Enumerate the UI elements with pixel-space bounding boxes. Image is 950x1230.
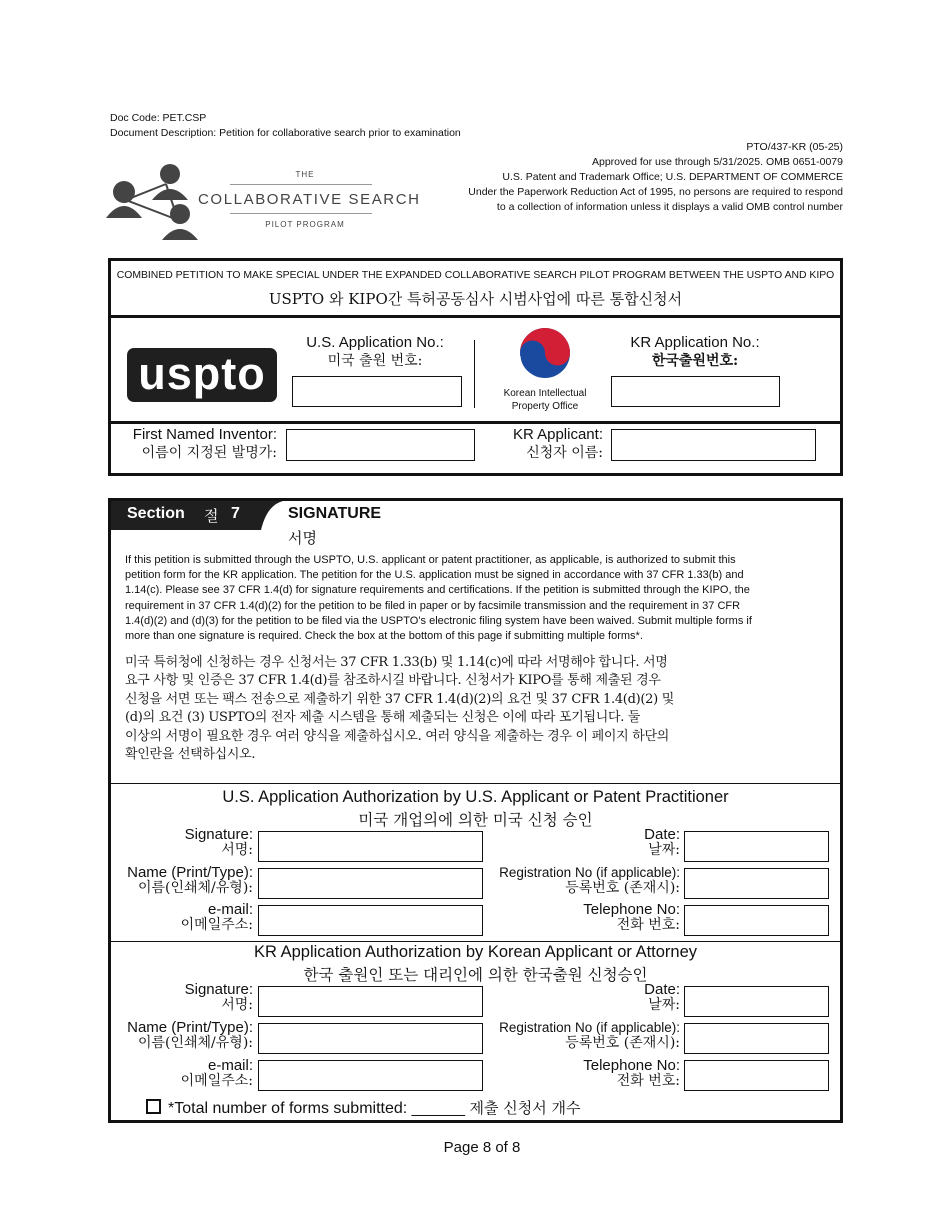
kr-signature-label: Signature: [184, 981, 253, 998]
us-signature-input[interactable] [258, 831, 483, 862]
us-date-label-ko: 날짜: [648, 842, 680, 858]
kr-applicant-input[interactable] [611, 429, 816, 461]
paperwork-line-2: to a collection of information unless it displays a valid OMB control number [496, 201, 843, 213]
first-named-inventor-input[interactable] [286, 429, 475, 461]
kr-name-input[interactable] [258, 1023, 483, 1054]
us-date-input[interactable] [684, 831, 829, 862]
kr-email-label-ko: 이메일주소: [180, 1073, 253, 1089]
total-forms-input[interactable]: ______ [411, 1100, 466, 1117]
instructions-en-line: petition form for the KR application. The petition for the U.S. application must be signed in accordance with 37 CFR 1.33(b) and [125, 569, 744, 582]
kr-application-number-input[interactable] [611, 376, 780, 407]
program-logo-name: COLLABORATIVE SEARCH [198, 191, 421, 208]
kr-email-input[interactable] [258, 1060, 483, 1091]
combined-divider-1 [108, 315, 843, 318]
section-tab-ko: 절 [204, 507, 219, 525]
total-forms-label: *Total number of forms submitted: [168, 1100, 408, 1117]
instructions-ko [125, 654, 835, 764]
kr-app-label: KR Application No.: [630, 334, 760, 351]
us-auth-title: U.S. Application Authorization by U.S. Applicant or Patent Practitioner [222, 788, 729, 806]
us-app-label-ko: 미국 출원 번호: [327, 353, 423, 369]
combined-vertical-divider [474, 340, 475, 408]
kr-applicant-label-ko: 신청자 이름: [526, 445, 603, 461]
instructions-en [125, 553, 835, 644]
us-date-label: Date: [644, 826, 680, 843]
instructions-ko-line: (d)의 요건 (3) USPTO의 전자 제출 시스템을 통해 제출되는 신청은 이에 따라 포기됩니다. 둘 [125, 710, 641, 726]
omb-approval: Approved for use through 5/31/2025. OMB 0651-0079 [591, 156, 843, 168]
kr-app-label-ko: 한국출원번호: [651, 353, 739, 369]
uspto-logo: uspto [127, 348, 277, 402]
kr-telephone-label-ko: 전화 번호: [616, 1073, 680, 1089]
us-name-label-ko: 이름(인쇄체/유형): [137, 880, 253, 896]
instructions-en-line: If this petition is submitted through the USPTO, U.S. applicant or patent practitioner, as applicable, is authorized to submit this [125, 554, 736, 566]
program-logo-the: THE [295, 170, 315, 179]
kr-telephone-label: Telephone No: [583, 1057, 680, 1074]
instructions-en-line: requirement in 37 CFR 1.4(d)(2) for the petition to be filed in paper or by facsimile transmission and the requirement in 37 CFR [125, 599, 741, 612]
us-telephone-label: Telephone No: [583, 901, 680, 918]
us-registration-input[interactable] [684, 868, 829, 899]
us-telephone-label-ko: 전화 번호: [616, 917, 680, 933]
us-auth-title-ko: 미국 개업의에 의한 미국 신청 승인 [358, 811, 593, 829]
program-logo-sub: PILOT PROGRAM [265, 220, 345, 229]
section-title: SIGNATURE [288, 505, 382, 522]
doc-description: Document Description: Petition for collaborative search prior to examination [110, 127, 461, 139]
kipo-taegeuk-icon [518, 326, 572, 380]
combined-divider-2 [108, 421, 843, 424]
program-logo-rule-bottom [230, 213, 372, 214]
kr-telephone-input[interactable] [684, 1060, 829, 1091]
instructions-en-line: more than one signature is required. Check the box at the bottom of this page if submitting multiple forms*. [125, 630, 643, 643]
kr-auth-title-ko: 한국 출원인 또는 대리인에 의한 한국출원 신청승인 [303, 966, 648, 984]
us-name-label: Name (Print/Type): [127, 864, 253, 881]
kr-applicant-label: KR Applicant: [512, 426, 603, 443]
kr-signature-input[interactable] [258, 986, 483, 1017]
us-application-number-input[interactable] [292, 376, 462, 407]
kr-date-input[interactable] [684, 986, 829, 1017]
kr-auth-divider [110, 941, 841, 942]
multiple-forms-checkbox[interactable] [146, 1099, 161, 1114]
instructions-ko-line: 이상의 서명이 필요한 경우 여러 양식을 제출하십시오. 여러 양식을 제출하는 경우 이 페이지 하단의 [125, 728, 669, 744]
us-signature-label-ko: 서명: [221, 842, 253, 858]
us-registration-label-ko: 등록번호 (존재시): [565, 880, 680, 896]
us-telephone-input[interactable] [684, 905, 829, 936]
us-email-label-ko: 이메일주소: [180, 917, 253, 933]
total-forms-row [168, 1097, 580, 1118]
instructions-en-line: 1.14(c). Please see 37 CFR 1.4(d) for signature requirements and certifications. If the petition is submitted through the KIPO, the [125, 584, 750, 597]
instructions-ko-line: 미국 특허청에 신청하는 경우 신청서는 37 CFR 1.33(b) 및 1.14(c)에 따라 서명해야 합니다. 서명 [125, 655, 668, 670]
program-logo-rule-top [230, 184, 372, 185]
instructions-ko-line: 요구 사항 및 인증은 37 CFR 1.4(d)를 참조하시길 바랍니다. 신청서가 KIPO를 통해 제출된 경우 [125, 673, 661, 689]
section-tab-label: Section [127, 505, 185, 522]
instructions-ko-line: 신청을 서면 또는 팩스 전송으로 제출하기 위한 37 CFR 1.4(d)(2)의 요건 및 37 CFR 1.4(d)(2) 및 [125, 691, 674, 707]
kr-name-label: Name (Print/Type): [127, 1019, 253, 1036]
kipo-name-2: Property Office [511, 401, 579, 412]
kr-name-label-ko: 이름(인쇄체/유형): [137, 1035, 253, 1051]
kr-date-label-ko: 날짜: [648, 997, 680, 1013]
kipo-name-1: Korean Intellectual [503, 388, 587, 399]
kr-email-label: e-mail: [207, 1057, 253, 1074]
doc-code: Doc Code: PET.CSP [110, 112, 207, 124]
collaborative-search-people-icon [104, 162, 200, 242]
kr-registration-input[interactable] [684, 1023, 829, 1054]
us-registration-label: Registration No (if applicable): [499, 865, 680, 880]
total-forms-label-ko: 제출 신청서 개수 [469, 1099, 581, 1117]
combined-title-ko: USPTO 와 KIPO간 특허공동심사 시범사업에 따른 통합신청서 [268, 290, 683, 308]
us-signature-label: Signature: [184, 826, 253, 843]
kr-date-label: Date: [644, 981, 680, 998]
kr-registration-label-ko: 등록번호 (존재시): [565, 1035, 680, 1051]
inventor-label: First Named Inventor: [132, 426, 277, 443]
instructions-en-line: 1.4(d)(2) and (d)(3) for the petition to be filed via the USPTO’s electronic filing system have been waived. Submit multiple forms if [125, 614, 752, 627]
paperwork-line-1: Under the Paperwork Reduction Act of 1995, no persons are required to respond [468, 186, 843, 198]
combined-title-en: COMBINED PETITION TO MAKE SPECIAL UNDER THE EXPANDED COLLABORATIVE SEARCH PILOT PROGRAM BETWEEN THE USPTO AND KIPO [116, 270, 835, 281]
kr-auth-title: KR Application Authorization by Korean Applicant or Attorney [253, 943, 698, 961]
section-tab-number: 7 [231, 505, 240, 522]
office-line: U.S. Patent and Trademark Office; U.S. DEPARTMENT OF COMMERCE [502, 171, 843, 183]
section-title-ko: 서명 [288, 529, 317, 547]
kr-registration-label: Registration No (if applicable): [499, 1020, 680, 1035]
us-email-input[interactable] [258, 905, 483, 936]
page-number: Page 8 of 8 [443, 1139, 521, 1156]
us-app-label: U.S. Application No.: [306, 334, 444, 351]
us-email-label: e-mail: [207, 901, 253, 918]
form-number: PTO/437-KR (05-25) [746, 141, 843, 153]
kr-signature-label-ko: 서명: [221, 997, 253, 1013]
us-auth-divider [110, 783, 841, 784]
inventor-label-ko: 이름이 지정된 발명가: [141, 445, 277, 461]
instructions-ko-line: 확인란을 선택하십시오. [125, 747, 256, 763]
us-name-input[interactable] [258, 868, 483, 899]
